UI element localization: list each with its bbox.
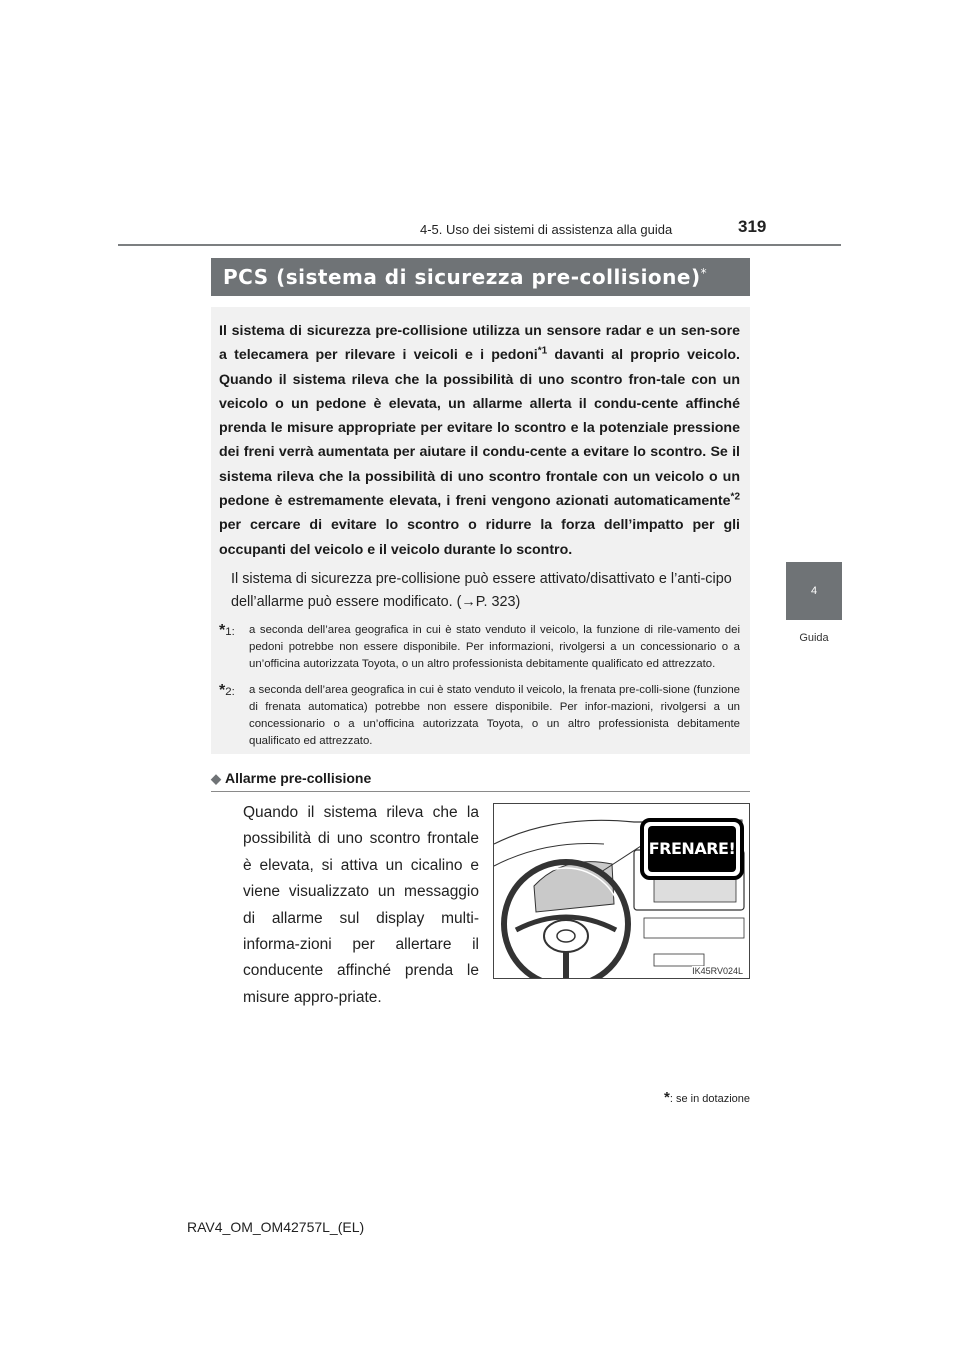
footnote-ref-1: *1 [537,345,548,357]
subsection-body: Quando il sistema rileva che la possibilità di uno scontro frontale è elevata, si attiva un cicalino e viene visualizzato un messaggio di allarme sul display multi-informa-zioni per allertare il conducente affinché prenda le misure appro-priate. [243,804,479,1006]
subsection-title: Allarme pre-collisione [225,770,372,786]
settings-note [219,568,740,614]
footnote-ref-2: *2 [730,491,740,503]
footnote-2 [219,682,740,751]
availability-mark: * [700,266,708,280]
diamond-bullet-icon: ◆ [211,771,221,786]
asterisk-icon: * [664,1089,670,1106]
warning-message: FRENARE! [648,839,736,858]
intro-text-2: davanti al proprio veicolo. Quando il sistema rileva che la possibilità di uno scontro fron-tale con un veicolo o un pedone è elevata, un allarme allerta il condu-cente affinché prenda le misure appropriate per evitare lo scontro e la potenziale pressione dei freni verrà aumentata per aiutare il condu-cente a evitare lo scontro. Se il sistema rileva che la possibilità di uno scontro frontale con un veicolo o un pedone è estremamente elevata, i freni vengono azionati automaticamente [219,347,740,510]
document-code: RAV4_OM_OM42757L_(EL) [187,1219,365,1235]
footnote-2-marker [219,682,235,701]
asterisk-icon: * [219,621,226,639]
intro-box [211,307,750,754]
footnote-2-number: 2 [225,685,232,698]
subsection-heading [211,770,750,792]
section-title-bar [211,258,750,296]
intro-paragraph [219,319,740,562]
page-reference-link[interactable]: P. 323) [475,593,521,610]
header-section-title: 4-5. Uso dei sistemi di assistenza alla guida [420,222,673,237]
figure-code: IK45RV024L [692,966,743,976]
footnote-1-number: 1 [225,625,232,638]
asterisk-icon: * [219,681,226,699]
dashboard-illustration [493,803,750,979]
footnote-1-text: a seconda dell’area geografica in cui è stato venduto il veicolo, la funzione di rile-vamento dei pedoni potrebbe non essere disponibile. Per informazioni, rivolgersi a un concessionario o a un’officina autorizzata Toyota, o un altro professionista debitamente qualificato ed attrezzato. [249,623,740,671]
settings-note-text: Il sistema di sicurezza pre-collisione può essere attivato/disattivato e l’anti-cipo dell’allarme può essere modificato. ( [231,570,732,610]
chapter-tab: 4 [786,562,842,620]
section-title: PCS (sistema di sicurezza pre-collisione) [223,265,701,289]
footnote-1 [219,622,740,674]
footnote-1-colon: : [231,625,235,638]
intro-text-3: per cercare di evitare lo scontro o ridurre la forza dell’impatto per gli occupanti del veicolo e il veicolo durante lo scontro. [219,517,740,558]
intro-text-1: Il sistema di sicurezza pre-collisione utilizza un sensore radar e un sen-sore a telecamera per rilevare i veicoli e i pedoni [219,323,740,364]
availability-footnote [630,1089,750,1106]
chapter-tab-label: Guida [799,632,829,644]
arrow-icon: → [461,593,476,610]
footnote-2-text: a seconda dell’area geografica in cui è stato venduto il veicolo, la frenata pre-colli-sione (funzione di frenata automatica) potrebbe non essere disponibile. Per infor-mazioni, rivolgersi a un concessionario o a un’officina autorizzata Toyota, o un altro professionista debitamente qualificato ed attrezzato. [249,683,740,748]
page-number: 319 [738,217,767,236]
header-divider [118,244,841,246]
footnote-2-colon: : [231,685,235,698]
footnote-1-marker [219,622,235,641]
availability-footnote-text: : se in dotazione [669,1093,750,1105]
